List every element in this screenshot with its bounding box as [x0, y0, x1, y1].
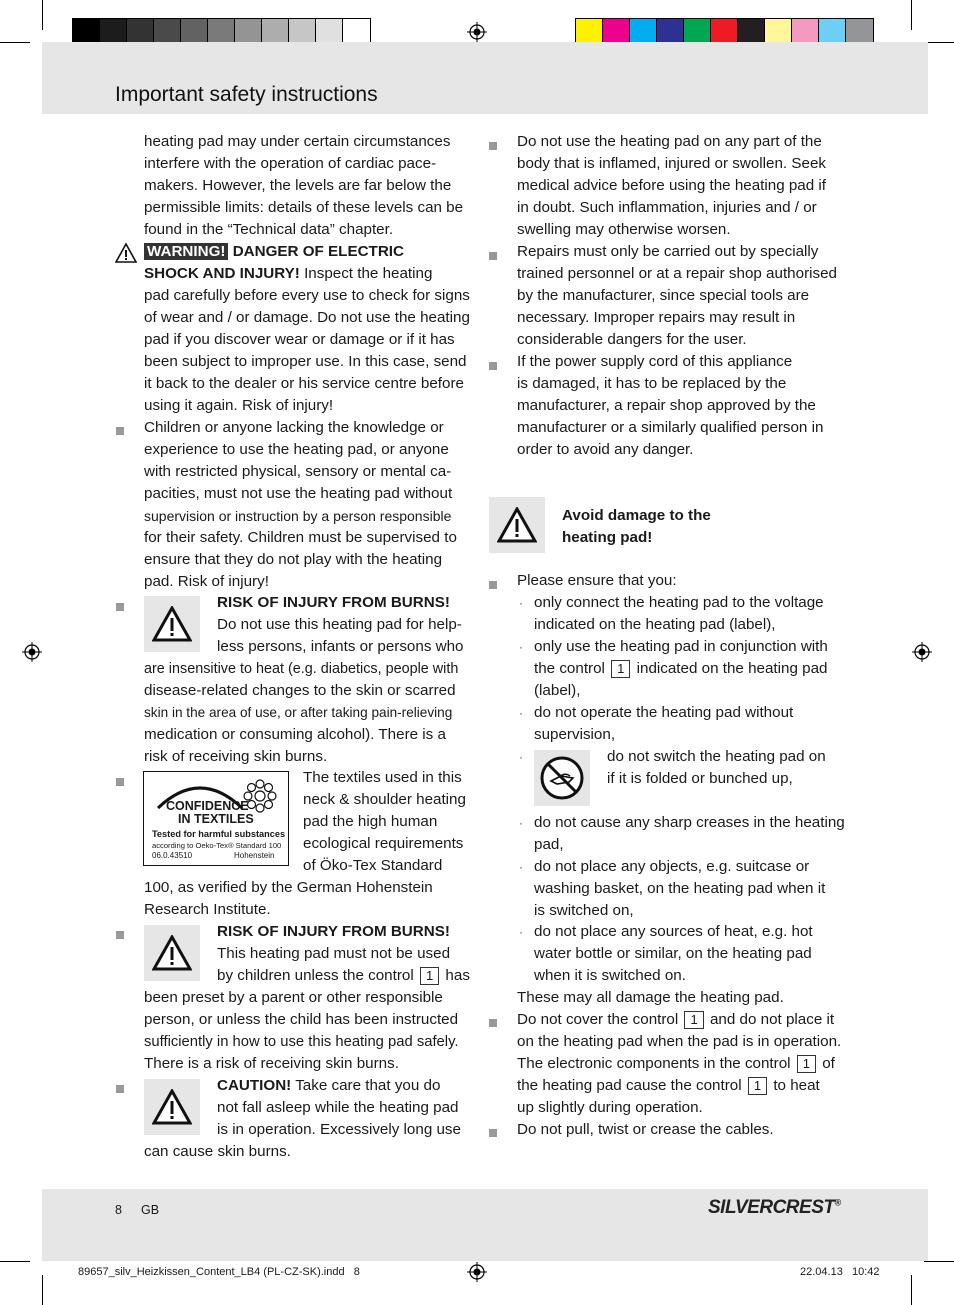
text-line: Repairs must only be carried out by specially	[517, 243, 819, 260]
crop-mark	[0, 1261, 30, 1262]
text-line: Do not cover the control	[517, 1011, 679, 1028]
intro-paragraph	[144, 131, 469, 241]
control-ref: 1	[797, 1055, 816, 1073]
text-line: necessary. Improper repairs may result in	[517, 309, 796, 326]
text-line: trained personnel or at a repair shop authorised	[517, 265, 837, 282]
text-line: of	[822, 1055, 835, 1072]
text-line: do not place any objects, e.g. suitcase or	[534, 858, 810, 875]
text-line: medication or consuming alcohol). There is a	[144, 726, 446, 743]
logo-text: 06.0.43510	[152, 851, 193, 860]
sub-item	[534, 812, 854, 856]
sub-item	[534, 636, 854, 702]
text-line: has	[445, 967, 470, 984]
text-line: can cause skin burns.	[144, 1143, 291, 1160]
text-line: less persons, infants or persons who	[217, 638, 464, 655]
inflamed-paragraph	[517, 131, 847, 241]
section-heading	[562, 505, 812, 549]
bullet	[489, 252, 497, 260]
warning-triangle-icon	[152, 935, 192, 971]
burns-warning-1	[217, 592, 472, 658]
text-line: If the power supply cord of this appliance	[517, 353, 793, 370]
cord-paragraph	[517, 351, 847, 461]
text-line: of wear and / or damage. Do not use the heating	[144, 309, 470, 326]
text-line: pad the high human	[303, 813, 438, 830]
text-line: do not cause any sharp creases in the heating	[534, 814, 845, 831]
text-line: heating pad may under certain circumstances	[144, 133, 451, 150]
control-ref: 1	[611, 660, 630, 678]
logo-text: Hohenstein	[234, 851, 275, 860]
logo-text: IN TEXTILES	[178, 812, 254, 826]
text-line: it back to the dealer or his service centre before	[144, 375, 464, 392]
text-line: ecological requirements	[303, 835, 464, 852]
text-line: disease-related changes to the skin or scarred	[144, 682, 456, 699]
text-line: found in the “Technical data” chapter.	[144, 221, 394, 238]
warning-heading: RISK OF INJURY FROM BURNS!	[217, 594, 450, 611]
text-line: Do not use the heating pad on any part of the	[517, 133, 822, 150]
warning-triangle-icon	[497, 507, 537, 543]
registration-mark-icon	[912, 642, 932, 662]
text-line: pacities, must not use the heating pad without	[144, 485, 453, 502]
page-number: 8	[115, 1203, 122, 1217]
registration-mark-icon	[467, 22, 487, 42]
crop-mark	[42, 1275, 43, 1305]
text-line: Research Institute.	[144, 901, 271, 918]
bullet	[489, 1129, 497, 1137]
repairs-paragraph	[517, 241, 847, 351]
text-line: order to avoid any danger.	[517, 441, 694, 458]
crop-mark	[924, 1261, 954, 1262]
oeko-tex-paragraph	[303, 767, 473, 877]
warning-badge: WARNING!	[144, 243, 228, 260]
text-line: supervision or instruction by a person responsible	[144, 508, 452, 524]
text-line: do not switch the heating pad on	[607, 748, 826, 765]
text-line: (label),	[534, 682, 581, 699]
text-line: sufficiently in how to use this heating pad safely.	[144, 1034, 459, 1050]
sub-bullet: ·	[519, 925, 523, 939]
file-slug: 89657_silv_Heizkissen_Content_LB4 (PL-CZ-SK).indd 8	[78, 1266, 360, 1278]
cables-paragraph	[517, 1119, 847, 1141]
text-line: person, or unless the child has been instructed	[144, 1011, 459, 1028]
text-line: pad. Risk of injury!	[144, 573, 269, 590]
sub-bullet: ·	[519, 750, 523, 764]
text-line: of Öko-Tex Standard	[303, 857, 443, 874]
page-title: Important safety instructions	[115, 83, 378, 106]
text-line: experience to use the heating pad, or anyone	[144, 441, 449, 458]
ensure-intro	[517, 570, 847, 592]
warning-heading: CAUTION!	[217, 1077, 292, 1094]
registration-mark-icon	[22, 642, 42, 662]
text-line: by the manufacturer, since special tools are	[517, 287, 810, 304]
no-folding-symbol-box	[534, 750, 590, 806]
text-line: The textiles used in this	[303, 769, 462, 786]
bullet	[116, 778, 124, 786]
control-ref: 1	[684, 1011, 703, 1029]
language-code: GB	[141, 1203, 160, 1217]
text-line: when it is switched on.	[534, 967, 686, 984]
text-line: interfere with the operation of cardiac pace-	[144, 155, 437, 172]
text-line: This heating pad must not be used	[217, 945, 451, 962]
heading-line: heating pad!	[562, 529, 653, 546]
cover-paragraph	[517, 1009, 847, 1119]
warning-box	[489, 497, 545, 553]
text-line: the heating pad cause the control	[517, 1077, 742, 1094]
bullet	[116, 931, 124, 939]
crop-mark	[0, 42, 30, 43]
text-line: risk of receiving skin burns.	[144, 748, 328, 765]
text-line: pad,	[534, 836, 564, 853]
control-ref: 1	[420, 967, 439, 985]
text-line: These may all damage the heating pad.	[517, 989, 784, 1006]
text-line: only use the heating pad in conjunction with	[534, 638, 828, 655]
warning-heading: DANGER OF ELECTRIC	[232, 243, 404, 260]
warning-triangle-icon	[152, 606, 192, 642]
burns-warning-2-cont	[144, 987, 474, 1075]
electric-shock-warning	[144, 241, 474, 417]
text-line: if it is folded or bunched up,	[607, 770, 793, 787]
text-line: The electronic components in the control	[517, 1055, 791, 1072]
text-line: manufacturer, a repair shop approved by the	[517, 397, 816, 414]
warning-box	[144, 596, 200, 652]
text-line: Take care that you do	[295, 1077, 441, 1094]
text-line: not fall asleep while the heating pad	[217, 1099, 459, 1116]
logo-text: Tested for harmful substances	[152, 829, 286, 839]
text-line: neck & shoulder heating	[303, 791, 466, 808]
registered-mark: ®	[834, 1197, 841, 1208]
text-line: using it again. Risk of injury!	[144, 397, 334, 414]
warning-heading: RISK OF INJURY FROM BURNS!	[217, 923, 450, 940]
damage-note	[517, 987, 847, 1009]
bullet	[489, 362, 497, 370]
text-line: Please ensure that you:	[517, 572, 677, 589]
text-line: medical advice before using the heating pad if	[517, 177, 827, 194]
crop-mark	[42, 0, 43, 30]
logo-text: according to Oeko-Tex® Standard 100	[152, 841, 282, 850]
text-line: ensure that they do not play with the heating	[144, 551, 443, 568]
crop-mark	[911, 1275, 912, 1305]
sub-item	[534, 702, 854, 746]
caution-warning	[217, 1075, 477, 1141]
warning-box	[144, 925, 200, 981]
text-line: permissible limits: details of these levels can be	[144, 199, 464, 216]
registration-mark-icon	[467, 1262, 487, 1282]
bullet	[116, 1085, 124, 1093]
crop-mark	[911, 0, 912, 30]
sub-item	[534, 592, 854, 636]
oeko-tex-logo	[143, 771, 289, 866]
sub-bullet: ·	[519, 860, 523, 874]
text-line: do not place any sources of heat, e.g. hot	[534, 923, 813, 940]
text-line: supervision,	[534, 726, 616, 743]
sub-bullet: ·	[519, 596, 523, 610]
text-line: swelling may otherwise worsen.	[517, 221, 731, 238]
control-ref: 1	[748, 1077, 767, 1095]
bullet	[116, 603, 124, 611]
bullet	[489, 581, 497, 589]
text-line: is damaged, it has to be replaced by the	[517, 375, 787, 392]
sub-bullet: ·	[519, 706, 523, 720]
sub-bullet: ·	[519, 816, 523, 830]
text-line: skin in the area of use, or after taking pain-relieving	[144, 705, 453, 720]
bullet	[489, 142, 497, 150]
text-line: water bottle or similar, on the heating pad	[534, 945, 812, 962]
sub-bullet: ·	[519, 640, 523, 654]
heading-line: Avoid damage to the	[562, 507, 711, 524]
text-line: by children unless the control	[217, 967, 414, 984]
text-line: 100, as verified by the German Hohenstein	[144, 879, 433, 896]
bullet	[489, 1019, 497, 1027]
sub-item	[534, 856, 854, 922]
text-line: on the heating pad when the pad is in operation.	[517, 1033, 842, 1050]
text-line: Inspect the heating	[304, 265, 433, 282]
date-slug: 22.04.13 10:42	[800, 1266, 880, 1278]
text-line: for their safety. Children must be supervised to	[144, 529, 457, 546]
brand-name: SILVERCREST	[708, 1197, 835, 1218]
text-line: indicated on the heating pad	[636, 660, 828, 677]
text-line: There is a risk of receiving skin burns.	[144, 1055, 399, 1072]
warning-heading: SHOCK AND INJURY!	[144, 265, 300, 282]
text-line: is switched on,	[534, 902, 634, 919]
text-line: only connect the heating pad to the voltage	[534, 594, 824, 611]
text-line: with restricted physical, sensory or mental ca-	[144, 463, 452, 480]
text-line: Do not pull, twist or crease the cables.	[517, 1121, 774, 1138]
oeko-tex-paragraph-cont	[144, 877, 474, 921]
text-line: body that is inflamed, injured or swollen. Seek	[517, 155, 826, 172]
text-line: pad carefully before every use to check for signs	[144, 287, 470, 304]
children-paragraph	[144, 417, 474, 593]
text-line: to heat	[773, 1077, 820, 1094]
burns-warning-2	[217, 921, 477, 987]
text-line: is in operation. Excessively long use	[217, 1121, 461, 1138]
text-line: indicated on the heating pad (label),	[534, 616, 776, 633]
text-line: up slightly during operation.	[517, 1099, 703, 1116]
text-line: makers. However, the levels are far below the	[144, 177, 452, 194]
bullet	[116, 427, 124, 435]
logo-text: CONFIDENCE	[166, 799, 249, 813]
text-line: washing basket, on the heating pad when it	[534, 880, 826, 897]
text-line: Children or anyone lacking the knowledge or	[144, 419, 444, 436]
warning-triangle-icon	[115, 243, 137, 263]
text-line: the control	[534, 660, 605, 677]
text-line: Do not use this heating pad for help-	[217, 616, 462, 633]
burns-warning-1-cont	[144, 658, 474, 768]
warning-box	[144, 1079, 200, 1135]
sub-item	[607, 746, 847, 790]
sub-item	[534, 921, 854, 987]
text-line: pad if you discover wear or damage or if it has	[144, 331, 455, 348]
crop-mark	[924, 42, 954, 43]
text-line: manufacturer or a similarly qualified person in	[517, 419, 824, 436]
text-line: in doubt. Such inflammation, injuries and / or	[517, 199, 817, 216]
text-line: do not operate the heating pad without	[534, 704, 794, 721]
text-line: and do not place it	[709, 1011, 835, 1028]
text-line: been preset by a parent or other responsible	[144, 989, 443, 1006]
text-line: considerable dangers for the user.	[517, 331, 747, 348]
brand-logo	[708, 1197, 841, 1219]
warning-triangle-icon	[152, 1089, 192, 1125]
text-line: been subject to improper use. In this case, send	[144, 353, 467, 370]
no-folding-icon	[539, 755, 585, 801]
caution-warning-cont	[144, 1141, 474, 1163]
text-line: are insensitive to heat (e.g. diabetics, people with	[144, 661, 459, 677]
